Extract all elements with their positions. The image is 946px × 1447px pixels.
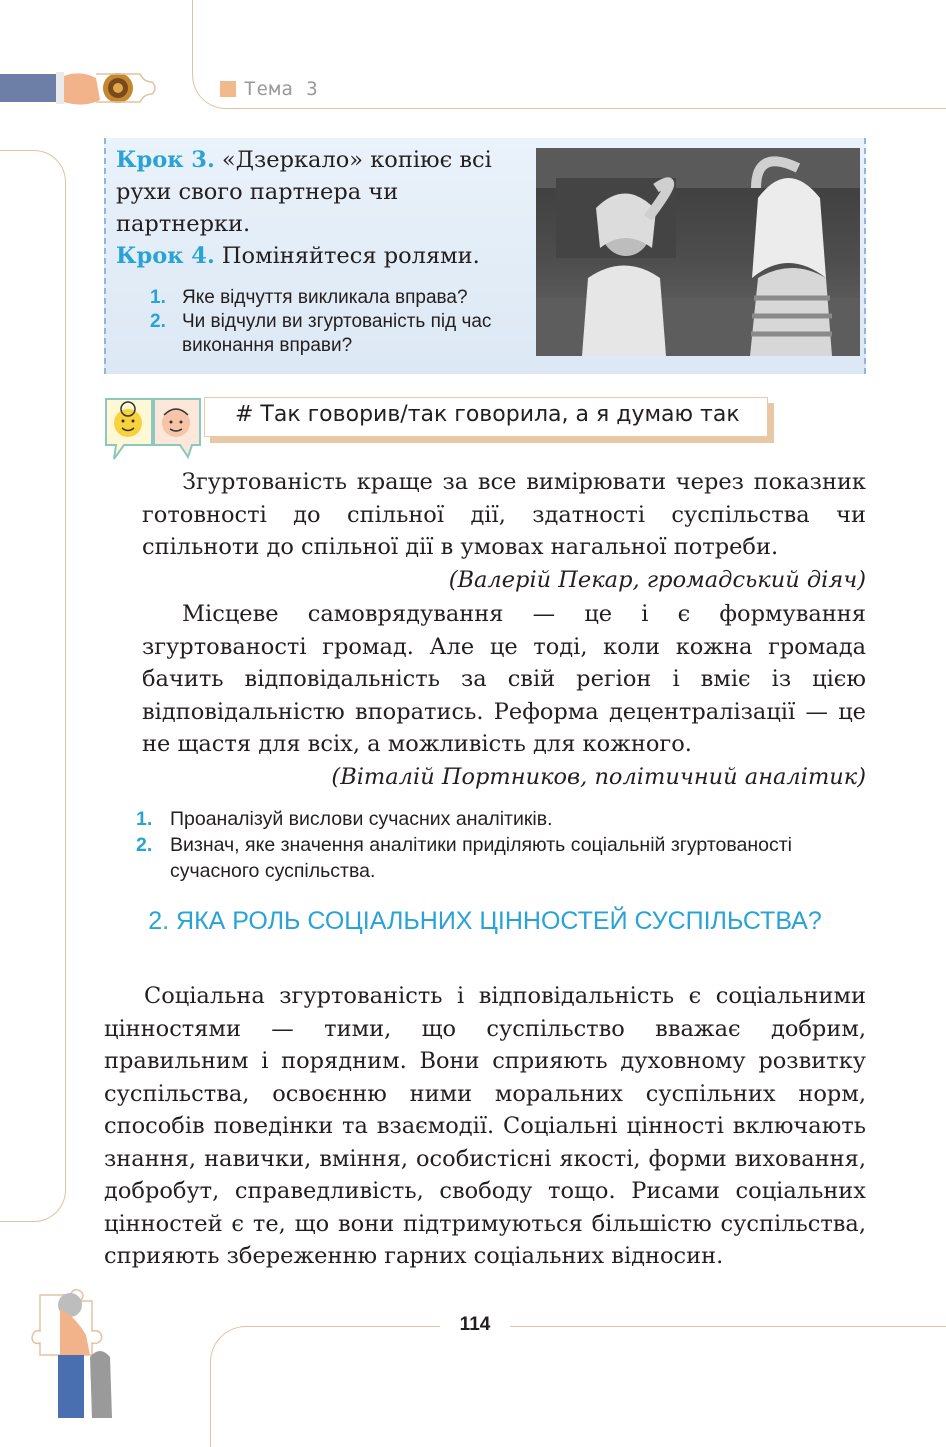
question-number: 1. <box>150 287 166 308</box>
photo-two-girls <box>536 148 860 356</box>
hand-puzzle-icon <box>0 70 160 110</box>
exercise-questions <box>150 286 530 358</box>
question-text: Чи відчули ви згуртованість під час виконання вправи? <box>182 311 492 356</box>
speech-bubbles-icon <box>104 397 204 461</box>
task-number: 1. <box>136 808 153 830</box>
task-text: Визнач, яке значення аналітики приділяють соціальній згуртованості сучасного суспільства. <box>170 834 793 882</box>
exercise-box <box>104 138 866 374</box>
page-frame-bottom <box>210 1326 946 1447</box>
list-item <box>136 806 866 832</box>
step4-text: Поміняйтеся ролями. <box>214 243 480 269</box>
exercise-steps <box>116 144 526 272</box>
header-marker <box>220 81 236 97</box>
quote-attribution: (Валерій Пекар, громадський діяч) <box>448 566 866 593</box>
step4-label: Крок 4. <box>116 243 215 269</box>
step3-label: Крок 3. <box>116 147 215 173</box>
list-item <box>150 310 530 358</box>
list-item <box>136 832 866 884</box>
quote-banner <box>104 397 784 461</box>
task-list <box>136 806 866 884</box>
body-text: Соціальна згуртованість і відповідальність є соціальними цінностями — тими, що суспільство вважає добрим, правильним і порядним. Вони сприяють духовному розвитку суспільства, освоєнню ними моральних суспільних норм, способів поведінки та взаємодії. Соціальні цінності включають знання, навички, вміння, особистісні якості, форми виховання, добробут, справедливість, свободу тощо. Рисами соціальних цінностей є те, що вони підтримуються більшістю суспільства, сприяють збереженню гарних соціальних відносин. <box>104 983 866 1269</box>
quote-text: Згуртованість краще за все вимірювати через показник готовності до спільної дії, здатності суспільства чи спільноти до спільної дії в умовах нагальної потреби. <box>142 469 866 560</box>
quote-banner-title: # Так говорив/так говорила, а я думаю так <box>235 402 740 427</box>
quote-text: Місцеве самоврядування — це і є формування згуртованості громад. Але це тоді, коли кожна громада бачить відповідальність за свій регіон і вміє із цією відповідальністю впоратись. Реформа децентралізації — це не щастя для всіх, а можливість для кожного. <box>142 601 866 757</box>
step3-text: «Дзеркало» копіює всі рухи свого партнера чи партнерки. <box>116 147 492 237</box>
section-title: 2. ЯКА РОЛЬ СОЦІАЛЬНИХ ЦІННОСТЕЙ СУСПІЛЬСТВА? <box>148 907 822 935</box>
topic-header <box>220 78 319 100</box>
quote-banner-bar <box>204 397 768 437</box>
list-item <box>150 286 530 310</box>
quote-block-1 <box>142 466 866 596</box>
question-text: Яке відчуття викликала вправа? <box>182 287 468 308</box>
task-text: Проаналізуй вислови сучасних аналітиків. <box>170 808 553 830</box>
quote-attribution: (Віталій Портников, політичний аналітик) <box>331 763 866 790</box>
page-number: 114 <box>440 1314 510 1336</box>
quote-block-2 <box>142 598 866 793</box>
task-number: 2. <box>136 834 153 856</box>
topic-label: Тема 3 <box>244 78 319 100</box>
question-number: 2. <box>150 311 166 332</box>
body-paragraph <box>104 980 866 1273</box>
page-frame-left <box>0 150 66 1222</box>
hands-puzzle-icon <box>30 1285 130 1418</box>
